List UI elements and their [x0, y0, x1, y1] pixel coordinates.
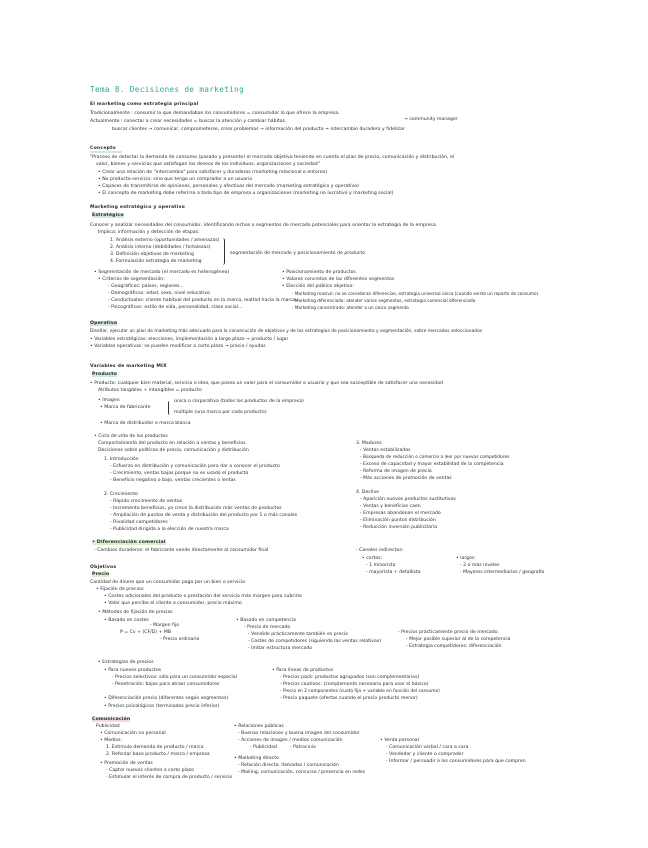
note-line: • Ciclo de vida de los productos — [94, 434, 168, 439]
note-line: - mayorista + detallista — [366, 570, 421, 575]
note-line: - Marketing concentrado: atender a un único segmento — [292, 305, 409, 310]
note-line: - Reducción inversión publicitaria — [360, 525, 438, 530]
note-line: 4. Formulación estrategia de marketing — [110, 259, 202, 264]
note-line: - Costes de competidores (siguiendo las ventas relativas) — [248, 639, 382, 644]
note-line: - Ventas estabilizadas — [360, 448, 411, 453]
note-line: - Conductuales: cliente habitual del producto en la marca, lealtad hacia la marca... — [108, 298, 301, 303]
note-line: Atributos tangibles + intangibles = producto — [98, 388, 202, 393]
note-line: • Métodos de fijación de precios — [98, 610, 173, 615]
note-line: 2. Crecimiento — [104, 492, 138, 497]
note-line: múltiple (una marca por cada producto) — [174, 410, 267, 415]
note-line: 4. Declive — [356, 490, 380, 495]
note-line: - Informar / persuadir a los consumidores para que compren — [386, 759, 526, 764]
note-line: - Precio paquete (ofertas cuando el precio producto menor) — [280, 696, 418, 701]
brace — [220, 238, 225, 265]
note-line: • Basado en competencia — [236, 618, 296, 623]
note-line: - Precio ordinario — [160, 637, 200, 642]
note-line: • Marca de distribuidor o marca blanca — [100, 421, 191, 426]
note-line: • Para líneas de productos — [272, 668, 334, 673]
note-line: • Para nuevos productos — [104, 668, 162, 673]
note-line: • Capaces de transmitirse de opiniones, personales y afectivas del mercado (marketing estratégico y operativo) — [98, 184, 359, 189]
note-line: valor, bienes y servicios que satisfagan los deseos de los individuos, organizaciones y sociedad" — [96, 162, 320, 167]
note-line: Cantidad de dinero que un consumidor paga por un bien o servicio — [90, 580, 246, 585]
note-line: - Vendedor y cliente o comprador — [386, 752, 464, 757]
note-line: - Estimular el interés de compra de producto / servicio — [106, 775, 233, 780]
note-line: → community manager — [404, 117, 458, 122]
note-line: "Proceso de detectar la demanda de consumo (pasado y presente) el mercado objetivo teniendo en cuenta el plan de precio, comunicación y distribución, el — [90, 155, 455, 160]
subheading: Estratégico — [92, 213, 124, 218]
note-line: - Esfuerzo en distribución y comunicación para dar a conocer el producto — [110, 464, 280, 469]
note-line: - 2 o más niveles — [460, 563, 500, 568]
note-line: • Medios: — [100, 738, 123, 743]
subheading: Comunicación — [92, 717, 131, 722]
formula: P = Cv + (CF/D) + MB — [120, 630, 172, 635]
section-heading: Marketing estratégico y operativo — [90, 205, 186, 210]
note-line: - Mejor posible superior al de la competencia — [406, 637, 511, 642]
note-line: - Vendido prácticamente también es precio — [248, 632, 349, 637]
note-line: • Promoción de ventas — [100, 761, 153, 766]
note-line: - Canales indirectos: — [356, 548, 404, 553]
note-line: - Margen fijo — [150, 623, 180, 628]
note-line: - Comunicación verbal / cara a cara — [386, 745, 469, 750]
note-line: 2. Reforzar base producto / marca / empresa — [106, 752, 210, 757]
note-line: - Precios pack: productos agrupados (son complementarios) — [280, 675, 420, 680]
note-line: • Elección del público objetivo: — [282, 284, 354, 289]
note-line: • cortos: — [362, 556, 383, 561]
note-line: buscar clientes → comunicar, comprometerse, crear problemas → información del producto → intercambio duradero y fidelizar — [112, 127, 405, 132]
heading-underline — [90, 151, 122, 153]
note-line: 2. Análisis interno (debilidades / fortalezas) — [110, 245, 211, 250]
note-line: • Variables estratégicas: elecciones, implementación a largo plazo → producto / lugar — [90, 337, 289, 342]
note-line: - Marketing diferenciado: atender varios segmentos, estrategia comercial diferenciada — [292, 298, 476, 303]
note-line: 1. Análisis externo (oportunidades / amenazas) — [110, 238, 220, 243]
note-line: - Demográficos: edad, sexo, nivel educativo — [108, 291, 210, 296]
note-line: • largos: — [456, 556, 476, 561]
subheading: Precio — [92, 572, 110, 577]
note-line: - Relación directa: llamadas / comunicación — [238, 763, 339, 768]
note-line: - Geográficos: países, regiones... — [108, 284, 184, 289]
note-line: - Mailing, comunicación, concurso / presencia en redes — [238, 770, 366, 775]
note-line: • No producto-servicio: sino que tengo un comprador a un usuario — [98, 177, 253, 182]
note-line: - Crecimiento, ventas bajas porque no es usado el producto — [110, 471, 249, 476]
note-line: Implica: información y detección de etapas: — [98, 230, 200, 235]
note-line: - Cambios duraderos: el fabricante vende directamente al consumidor final — [94, 548, 269, 553]
note-line: • Crear una relación de "intercambio" para satisfacer y duraderos (marketing relacional o entorno) — [98, 170, 328, 175]
note-line: - Rápido crecimiento de ventas — [110, 499, 183, 504]
note-line: - Patrocinio — [290, 745, 316, 750]
note-line: • Costes adicionales del producto o prestación del servicio más margen para cubrirlo — [104, 594, 302, 599]
subheading: Operativo — [90, 321, 118, 326]
note-line: - Precio en 2 componentes (cuota fija + variable en función del consumo) — [280, 689, 440, 694]
note-line: • Valor que percibe el cliente o consumidor, precio máximo — [104, 601, 242, 606]
note-line: - Precios selectivos: sólo para un consumidor especial — [112, 675, 237, 680]
note-line: • Producto: cualquier bien material, servicio o idea, que posea un valor para el consumidor o usuario y que sea susceptible de satisfacer una necesidad — [90, 381, 443, 386]
note-line: • Imagen — [98, 398, 120, 403]
section-heading: Concepto — [90, 146, 116, 151]
note-line: • Marketing directo — [234, 756, 279, 761]
subheading: • Diferenciación comercial — [92, 540, 166, 545]
note-line: - Exceso de capacidad y mayor estabilidad de la competencia — [360, 462, 504, 467]
note-line: - Rivalidad competidores — [110, 520, 168, 525]
note-line: Publicidad — [96, 724, 120, 729]
section-heading: Variables de marketing MIX — [90, 364, 167, 369]
note-line: • Basado en costes — [104, 618, 149, 623]
note-line: - Ampliación de puntos de venta y distribución del producto por 1 o más canales — [110, 513, 298, 518]
note-line: Decisiones sobre políticas de precio, comunicación y distribución — [98, 448, 249, 453]
note-line: - Precios cautivos: (complemento necesario para usar el básico) — [280, 682, 429, 687]
note-line: • Criterios de segmentación: — [98, 277, 165, 282]
note-line: • Variables operativas: se pueden modificar a corto plazo → precio / ayudas — [90, 344, 266, 349]
note-line: • Venta personal — [380, 738, 419, 743]
note-line: • Valores concretos de las diferentes segmentos — [282, 277, 395, 282]
brace — [168, 401, 172, 415]
note-line: segmentación de mercado y posicionamiento de producto — [230, 251, 365, 256]
note-line: - Aparición nuevos productos sustitutivos — [360, 497, 456, 502]
note-line: • Fijación de precios: — [96, 587, 145, 592]
note-line: - Eliminación puntos distribución — [360, 518, 436, 523]
note-line: - Mayores intermediarios / geografía — [460, 570, 545, 575]
note-line: • Comunicación no personal — [100, 731, 166, 736]
note-line: - Publicidad dirigida a la elección de nuestra marca — [110, 527, 229, 532]
note-line: - Búsqueda de reducción o comercio a leer por nuevas competidores — [360, 455, 510, 460]
note-line: • El concepto de marketing debe referirse a toda tipo de empresa u organizaciones (marketing no lucrativo y marketing social) — [98, 191, 394, 196]
note-line: - Empresas abandonan el mercado — [360, 511, 441, 516]
note-line: Conocer y analizar necesidades del consumidor, identificando nichos o segmentos de mercado potenciales para orientar la estrategia de la empresa. — [90, 223, 438, 228]
note-line: - Acciones de imagen / medios comunicación — [238, 738, 343, 743]
note-line: Actualmente : conectar a crear necesidades = buscar la atención y cambiar hábitos. — [90, 119, 287, 124]
note-line: 1. Estímulo demanda de producto / marca — [106, 745, 204, 750]
note-line: - Más acciones de promoción de ventas — [360, 476, 452, 481]
note-line: - Ventas y beneficios caen — [360, 504, 421, 509]
note-line: 3. Definición objetivos de marketing — [110, 252, 194, 257]
note-line: - Precios prácticamente precio de mercado — [398, 630, 498, 635]
note-line: • Segmentación de mercado (el mercado es heterogéneo) — [94, 270, 230, 275]
note-line: - Beneficio negativo o bajo, ventas crecientes o lentas — [110, 478, 236, 483]
note-line: - Psicográficos: estilo de vida, personalidad, clase social... — [108, 305, 243, 310]
note-line: 3. Madurez — [356, 441, 382, 446]
section-heading: Objetivos — [90, 565, 117, 570]
note-line: Diseñar, ejecutar un plan de marketing más adecuado para la consecución de objetivos y de las estrategias de posicionamiento y segmentación, sobre mercados seleccionados — [90, 329, 483, 334]
subheading: Producto — [92, 372, 118, 377]
note-line: Comportamiento del producto en relación a ventas y beneficios — [98, 441, 246, 446]
note-line: - Marketing masivo: no se consideran diferencias, estrategia universal única (cuando existe un reparto de consumo) — [292, 291, 539, 296]
note-line: - Estrategia competidores: diferenciación — [406, 644, 502, 649]
note-line: - Precio de mercado — [244, 625, 291, 630]
note-line: - Publicidad — [250, 745, 277, 750]
note-line: • Precios psicológicos (terminados precio inferior) — [104, 704, 220, 709]
note-line: • Estrategias de precios — [98, 660, 154, 665]
note-line: • Relaciones públicas — [234, 724, 284, 729]
note-line: - 1 minorista — [366, 563, 396, 568]
note-line: • Diferenciación precio (diferentes según segmentos) — [104, 696, 229, 701]
page-title: Tema 8. Decisiones de marketing — [90, 85, 245, 94]
section-heading: El marketing como estrategia principal — [90, 102, 199, 107]
note-line: • Posicionamiento de productos — [282, 270, 356, 275]
note-line: - Imitar estructura mercado — [248, 646, 313, 651]
note-line: Tradicionalmente : consumir lo que demandaban los consumidores = consumidor lo que ofrece la empresa. — [90, 111, 340, 116]
note-line: - Incremento beneficios, ya crece la distribución más ventas de productos — [110, 506, 282, 511]
note-line: - Buenas relaciones y buena imagen del consumidor — [238, 731, 360, 736]
note-line: - Reforma de imagen de precio — [360, 469, 432, 474]
note-line: única o corporativa (todos los productos de la empresa) — [174, 399, 304, 404]
note-line: - Penetración: bajos para atraer consumidores — [112, 682, 220, 687]
note-line: • Marca de fabricante — [100, 405, 151, 410]
note-line: 1. Introducción — [104, 457, 139, 462]
note-line: - Captar nuevos clientes a corto plazo — [106, 768, 194, 773]
